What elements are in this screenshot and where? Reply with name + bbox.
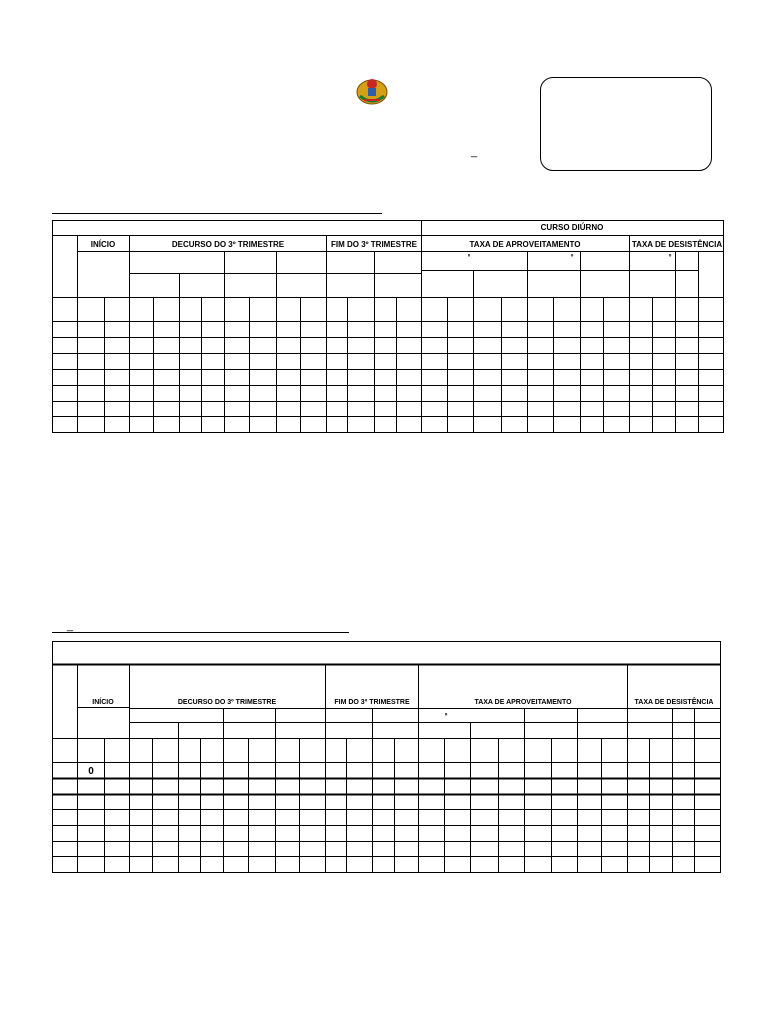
table1-degree-mark: º <box>467 254 471 261</box>
table1-title: CURSO DIÚRNO <box>540 223 604 232</box>
table2-col-inicio: INÍCIO <box>92 699 114 706</box>
table2-col-aproveitamento: TAXA DE APROVEITAMENTO <box>474 699 572 706</box>
table2-col-desistencia: TAXA DE DESISTÊNCIA <box>634 699 714 706</box>
table1-col-fim: FIM DO 3º TRIMESTRE <box>330 240 418 249</box>
dash-mark: _ <box>67 620 74 632</box>
table2-cell-value: 0 <box>88 766 94 777</box>
table2-col-decurso: DECURSO DO 3º TRIMESTRE <box>177 699 277 706</box>
table1-col-aproveitamento: TAXA DE APROVEITAMENTO <box>469 240 581 249</box>
table2-degree-mark: º <box>444 713 448 720</box>
dash-mark: _ <box>471 146 478 158</box>
table1-col-desistencia: TAXA DE DESISTÊNCIA <box>631 240 723 249</box>
table1-col-inicio: INÍCIO <box>90 240 116 249</box>
table1-degree-mark: º <box>570 254 574 261</box>
table2-col-fim: FIM DO 3º TRIMESTRE <box>334 699 410 706</box>
table1-degree-mark: º <box>668 254 672 261</box>
table1-col-decurso: DECURSO DO 3º TRIMESTRE <box>171 240 285 249</box>
